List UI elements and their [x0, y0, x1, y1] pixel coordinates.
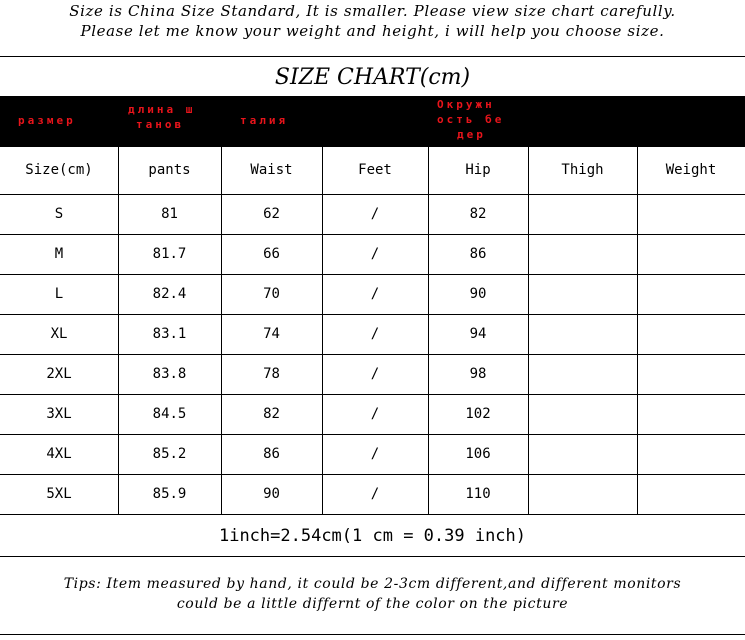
grid-line [322, 146, 323, 514]
grid-line [0, 514, 745, 515]
cell-feet: / [370, 366, 380, 382]
cell-waist: 86 [263, 446, 280, 462]
header-feet: Feet [358, 162, 392, 178]
cell-waist: 66 [263, 246, 280, 262]
cell-hip: 90 [469, 286, 487, 302]
cell-pants: 82.4 [152, 286, 187, 302]
russian-header-band [0, 96, 745, 146]
cell-pants: 81.7 [152, 246, 187, 262]
cell-feet: / [370, 286, 380, 302]
cell-hip: 82 [469, 206, 487, 222]
cell-hip: 98 [469, 366, 487, 382]
cell-weight [637, 474, 745, 514]
tips-note [0, 574, 745, 624]
grid-line [0, 394, 745, 395]
cell-thigh [528, 194, 637, 234]
cell-hip: 102 [465, 406, 491, 422]
cell-size: 4XL [46, 446, 72, 462]
grid-line [0, 146, 745, 147]
tips-line-2: could be a little differnt of the color on the picture [176, 596, 569, 612]
cell-pants: 83.8 [152, 366, 187, 382]
cell-hip: 86 [469, 246, 487, 262]
cell-pants: 83.1 [152, 326, 187, 342]
cell-thigh [528, 434, 637, 474]
grid-line [0, 434, 745, 435]
grid-line [637, 146, 638, 514]
cell-weight [637, 314, 745, 354]
grid-line [0, 474, 745, 475]
size-notice [0, 0, 745, 51]
cell-pants: 84.5 [152, 406, 187, 422]
grid-line [0, 354, 745, 355]
cell-thigh [528, 274, 637, 314]
russian-header-waist: талия [240, 114, 289, 127]
cell-weight [637, 194, 745, 234]
grid-line [0, 96, 745, 97]
cell-feet: / [370, 486, 380, 502]
cell-pants: 81 [161, 206, 178, 222]
grid-line [0, 56, 745, 57]
chart-title: SIZE CHART(cm) [274, 65, 471, 90]
cell-pants: 85.9 [152, 486, 187, 502]
cell-size: S [54, 206, 64, 222]
cell-hip: 94 [469, 326, 487, 342]
russian-header-length: длина ш танов [128, 103, 196, 131]
grid-line [221, 146, 222, 514]
header-waist: Waist [250, 162, 293, 178]
cell-thigh [528, 354, 637, 394]
notice-line-2: Please let me know your weight and height, i will help you choose size. [80, 22, 665, 40]
grid-line [0, 274, 745, 275]
cell-pants: 85.2 [152, 446, 187, 462]
header-hip: Hip [465, 162, 491, 178]
cell-waist: 70 [263, 286, 280, 302]
grid-line [0, 556, 745, 557]
cell-size: 3XL [46, 406, 72, 422]
cell-hip: 106 [465, 446, 491, 462]
grid-line [428, 146, 429, 514]
grid-line [0, 634, 745, 635]
cell-feet: / [370, 406, 380, 422]
unit-conversion: 1inch=2.54cm(1 cm = 0.39 inch) [218, 526, 527, 546]
cell-size: L [54, 286, 64, 302]
cell-weight [637, 354, 745, 394]
cell-size: M [54, 246, 64, 262]
cell-thigh [528, 234, 637, 274]
cell-hip: 110 [465, 486, 491, 502]
russian-header-size: размер [18, 114, 76, 127]
cell-feet: / [370, 446, 380, 462]
cell-weight [637, 394, 745, 434]
cell-waist: 74 [263, 326, 280, 342]
header-pants: pants [148, 162, 191, 178]
cell-feet: / [370, 326, 380, 342]
cell-thigh [528, 474, 637, 514]
grid-line [0, 314, 745, 315]
cell-weight [637, 234, 745, 274]
cell-thigh [528, 314, 637, 354]
cell-size: 5XL [46, 486, 72, 502]
grid-line [528, 146, 529, 514]
cell-waist: 78 [263, 366, 280, 382]
cell-waist: 62 [263, 206, 280, 222]
russian-header-hip: Окружн ость бе дер [437, 98, 505, 141]
notice-line-1: Size is China Size Standard, It is smaller. Please view size chart carefully. [69, 2, 676, 20]
cell-weight [637, 274, 745, 314]
cell-feet: / [370, 206, 380, 222]
cell-weight [637, 434, 745, 474]
grid-line [0, 234, 745, 235]
cell-waist: 82 [263, 406, 280, 422]
grid-line [118, 146, 119, 514]
cell-size: XL [50, 326, 68, 342]
cell-waist: 90 [263, 486, 280, 502]
cell-thigh [528, 394, 637, 434]
cell-feet: / [370, 246, 380, 262]
header-thigh: Thigh [561, 162, 604, 178]
header-weight: Weight [665, 162, 717, 178]
grid-line [0, 194, 745, 195]
cell-size: 2XL [46, 366, 72, 382]
header-size: Size(cm) [25, 162, 93, 178]
tips-line-1: Tips: Item measured by hand, it could be 2-3cm different,and different monitors [63, 576, 682, 592]
